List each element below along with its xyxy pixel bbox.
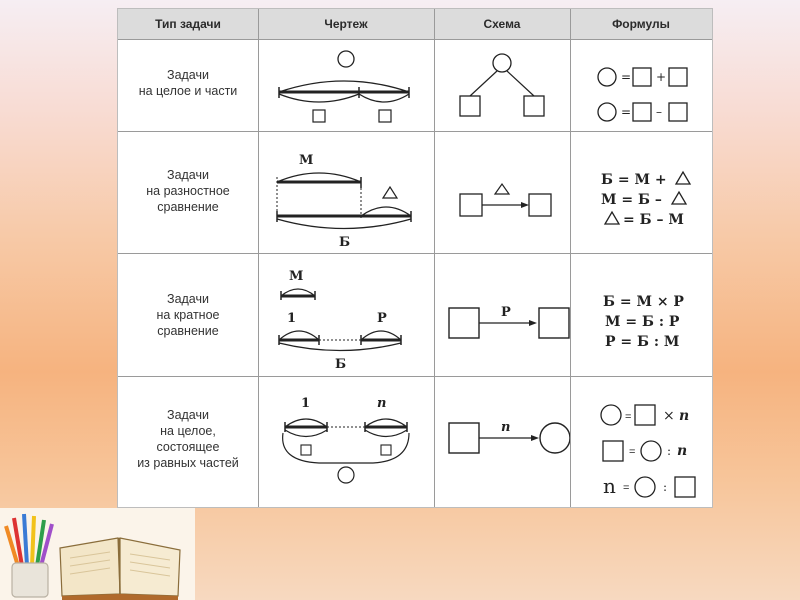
divide-sign: : [667, 444, 672, 458]
scheme-whole-parts [435, 40, 570, 131]
var-n: n [677, 443, 688, 459]
times-sign: × [663, 408, 675, 424]
scheme-difference [435, 132, 570, 253]
type-line: Задачи [167, 68, 209, 82]
drawing-equal-parts [259, 377, 434, 507]
minus-sign: – [656, 105, 662, 119]
drawing-multiple [259, 254, 434, 376]
formulas-difference [571, 132, 712, 253]
formula-line: Б = М + [601, 172, 667, 188]
label-r: Р [377, 311, 387, 326]
label-one: 1 [287, 311, 297, 326]
header-drawing: Чертеж [324, 17, 368, 31]
arrow-label-r: Р [501, 305, 511, 320]
type-multiple-comparison [118, 291, 258, 339]
formula-line: М = Б – [601, 192, 662, 208]
books-and-pencils-image [0, 508, 195, 600]
label-one: 1 [301, 396, 311, 411]
header-type: Тип задачи [155, 17, 221, 31]
type-line: из равных частей [137, 456, 239, 470]
type-line: Задачи [167, 168, 209, 182]
equals-sign: = [621, 105, 632, 119]
type-difference-comparison [118, 167, 258, 215]
formula-line: = Б – М [623, 212, 684, 228]
formula-line: Р = Б : М [605, 334, 680, 350]
equals-sign: = [621, 70, 632, 84]
formula-line: Б = М × Р [603, 294, 684, 310]
type-line: на разностное [146, 184, 230, 198]
type-line: на целое, [160, 424, 216, 438]
equals-sign: = [629, 446, 636, 458]
label-m: М [299, 153, 314, 168]
arrow-label-n: n [501, 420, 511, 435]
equals-sign: = [625, 411, 632, 423]
scheme-equal-parts [435, 377, 570, 507]
drawing-difference [259, 132, 434, 253]
drawing-whole-parts [259, 40, 434, 131]
type-line: Задачи [167, 408, 209, 422]
plus-sign: + [656, 70, 667, 84]
var-n-large: n [603, 474, 616, 498]
type-line: сравнение [157, 324, 219, 338]
label-m: М [289, 269, 304, 284]
type-line: состоящее [156, 440, 220, 454]
formulas-equal-parts [571, 377, 712, 507]
label-b: Б [335, 357, 347, 372]
header-formulas: Формулы [612, 17, 670, 31]
type-whole-and-parts [118, 67, 258, 99]
type-line: сравнение [157, 200, 219, 214]
type-line: на целое и части [138, 84, 238, 98]
divide-sign: : [663, 480, 668, 494]
label-b: Б [339, 235, 351, 250]
type-line: Задачи [167, 292, 209, 306]
label-n: n [377, 396, 387, 411]
scheme-multiple [435, 254, 570, 376]
formula-line: М = Б : Р [605, 314, 680, 330]
formulas-multiple [571, 254, 712, 376]
type-equal-parts [118, 407, 258, 471]
type-line: на кратное [156, 308, 220, 322]
var-n: n [679, 408, 690, 424]
methods-table [117, 8, 713, 508]
equals-sign: = [623, 482, 630, 494]
formulas-whole-parts [571, 40, 712, 131]
header-scheme: Схема [483, 17, 521, 31]
